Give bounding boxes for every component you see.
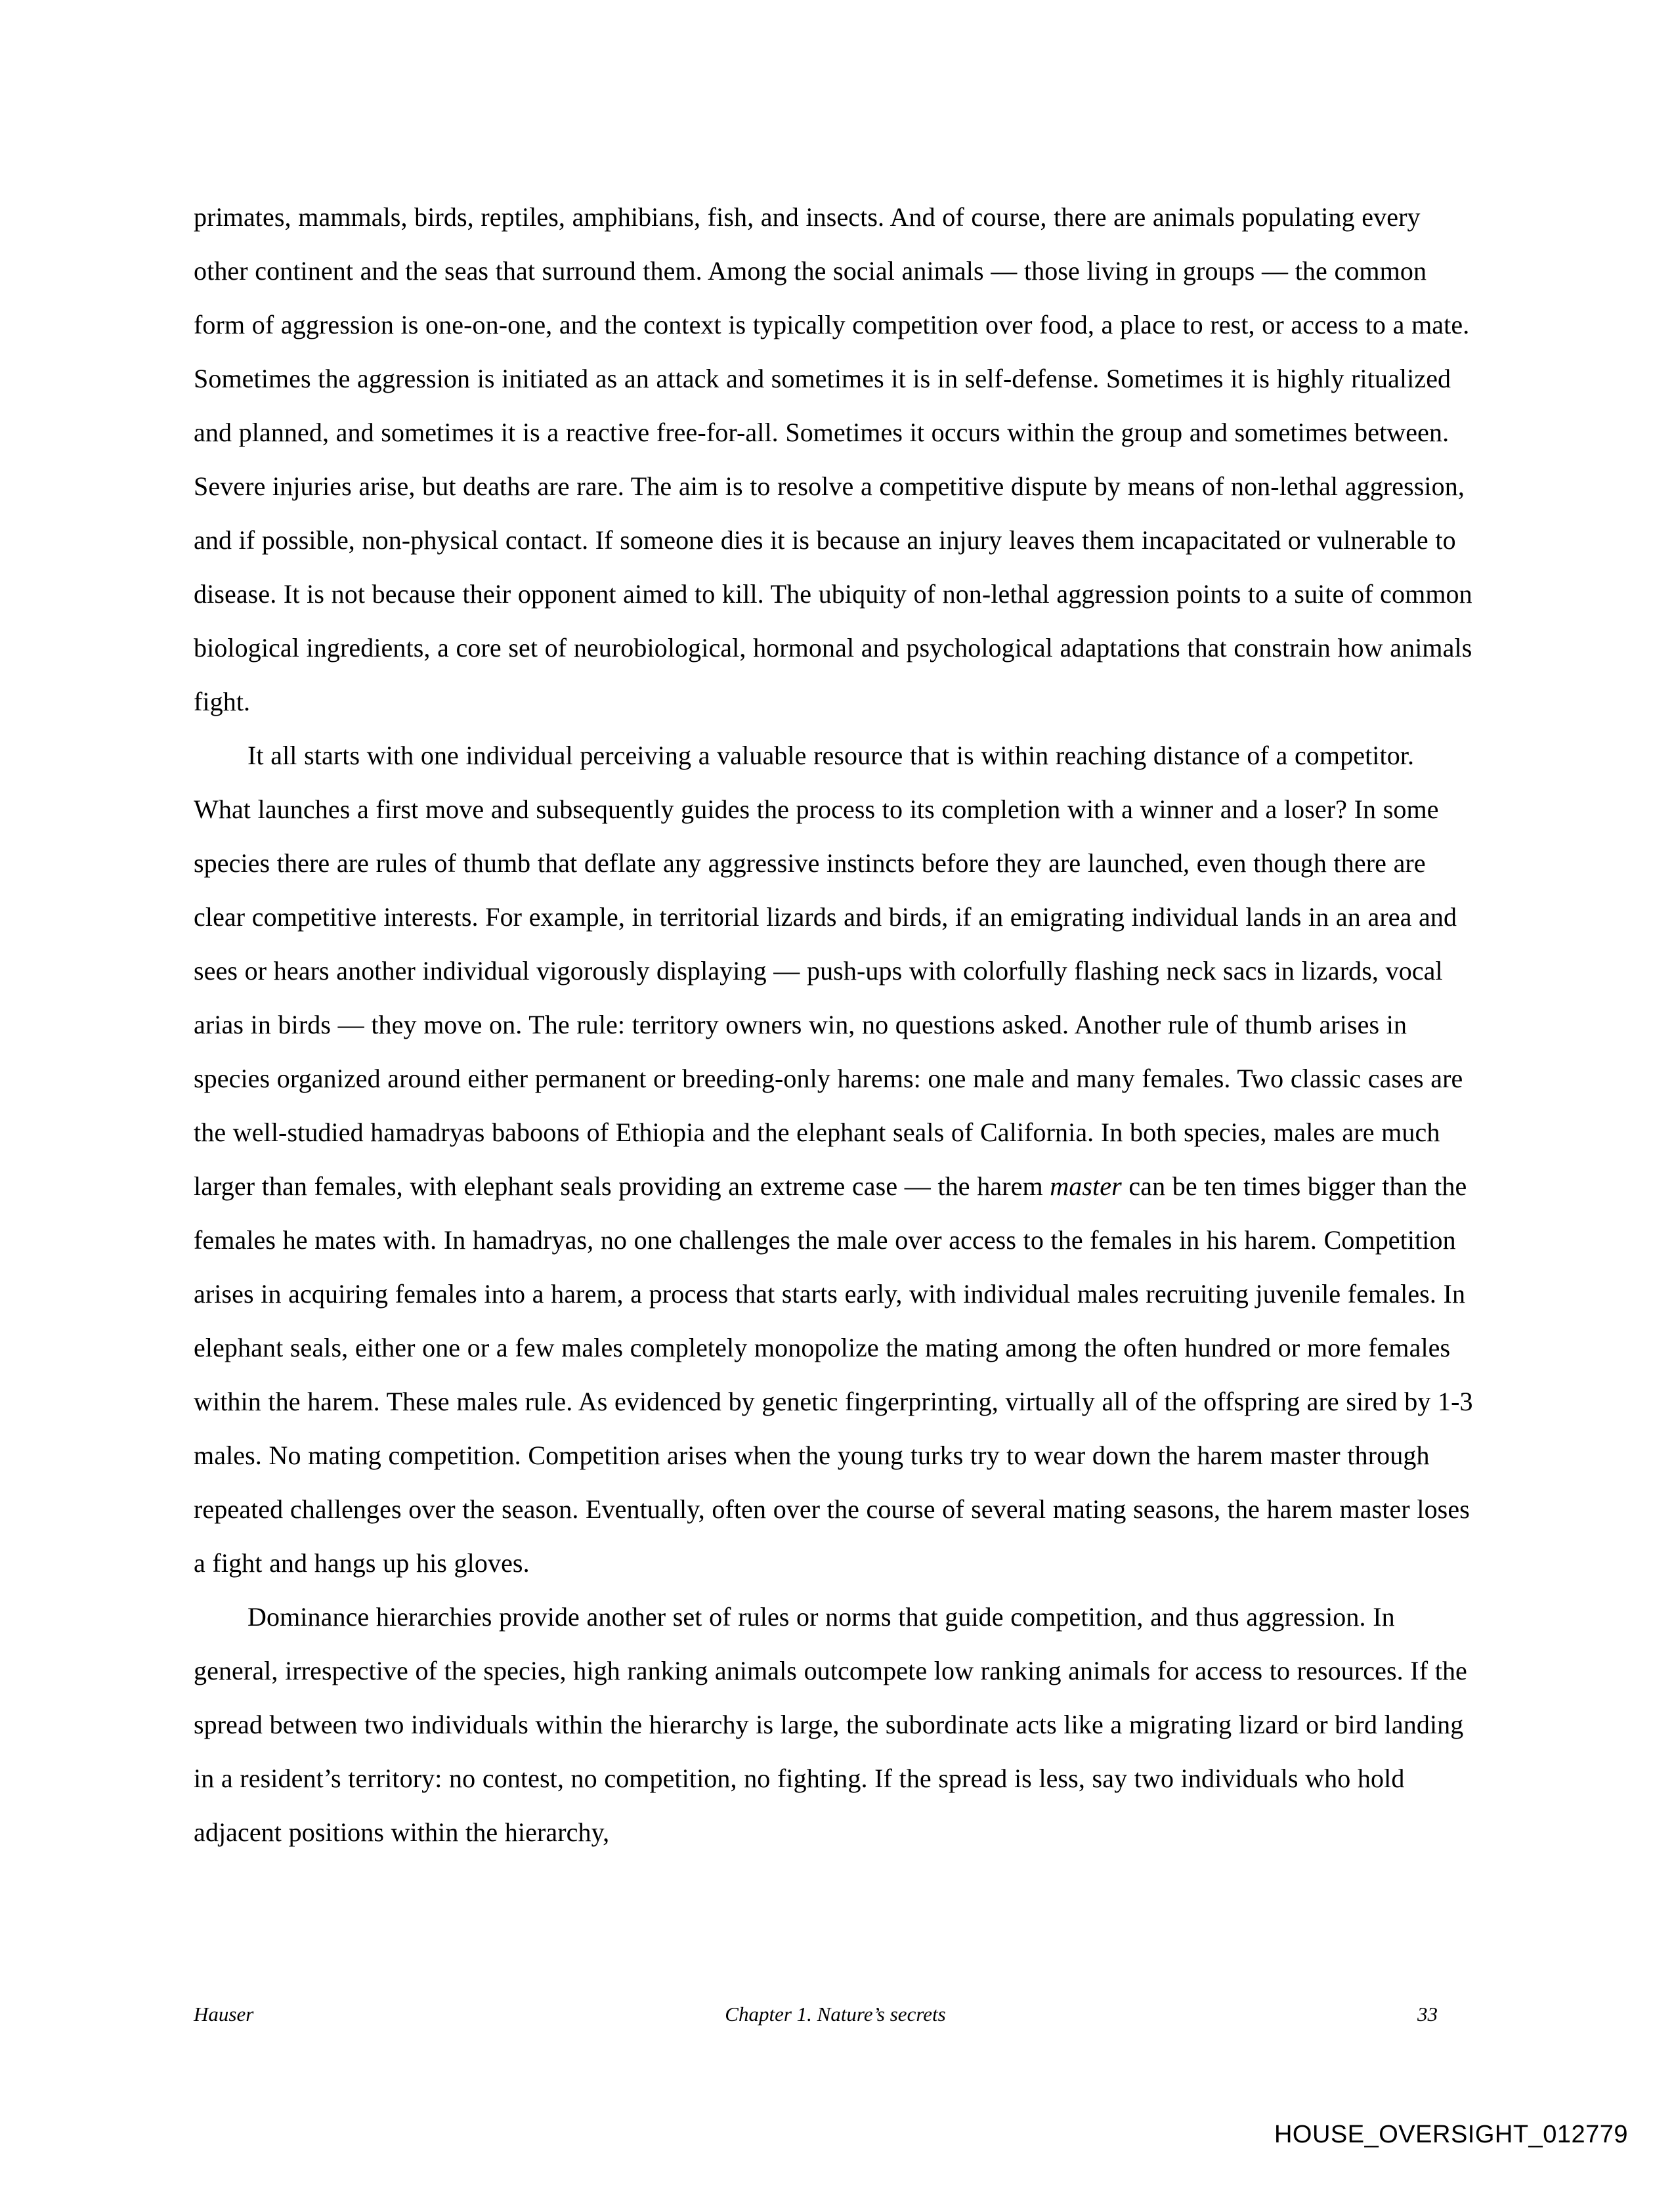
paragraph-2-italic-term: master xyxy=(1050,1171,1122,1201)
paragraph-2-part-1: It all starts with one individual perceiving a valuable resource that is within reaching distance of a competitor. What launches a first move and subsequently guides the process to its completion with a winner and a loser? In some species there are rules of thumb that deflate any aggressive instincts before they are launched, even though there are clear competitive interests. For example, in territorial lizards and birds, if an emigrating individual lands in an area and sees or hears another individual vigorously displaying — push-ups with colorfully flashing neck sacs in lizards, vocal arias in birds — they move on. The rule: territory owners win, no questions asked. Another rule of thumb arises in species organized around either permanent or breeding-only harems: one male and many females. Two classic cases are the well-studied hamadryas baboons of Ethiopia and the elephant seals of California. In both species, males are much larger than females, with elephant seals providing an extreme case — the harem xyxy=(194,741,1463,1201)
page-body xyxy=(194,190,1477,1859)
footer-author: Hauser xyxy=(194,2003,254,2026)
bates-stamp: HOUSE_OVERSIGHT_012779 xyxy=(1274,2121,1628,2148)
page-footer xyxy=(194,2003,1477,2026)
paragraph-3: Dominance hierarchies provide another set of rules or norms that guide competition, and thus aggression. In general, irrespective of the species, high ranking animals outcompete low ranking animals for access to resources. If the spread between two individuals within the hierarchy is large, the subordinate acts like a migrating lizard or bird landing in a resident’s territory: no contest, no competition, no fighting. If the spread is less, say two individuals who hold adjacent positions within the hierarchy, xyxy=(194,1602,1467,1847)
footer-page-number: 33 xyxy=(1417,2003,1438,2026)
footer-chapter: Chapter 1. Nature’s secrets xyxy=(725,2003,946,2026)
paragraph-1: primates, mammals, birds, reptiles, amphibians, fish, and insects. And of course, there are animals populating every other continent and the seas that surround them. Among the social animals — those living in groups — the common form of aggression is one-on-one, and the context is typically competition over food, a place to rest, or access to a mate. Sometimes the aggression is initiated as an attack and sometimes it is in self-defense. Sometimes it is highly ritualized and planned, and sometimes it is a reactive free-for-all. Sometimes it occurs within the group and sometimes between. Severe injuries arise, but deaths are rare. The aim is to resolve a competitive dispute by means of non-lethal aggression, and if possible, non-physical contact. If someone dies it is because an injury leaves them incapacitated or vulnerable to disease. It is not because their opponent aimed to kill. The ubiquity of non-lethal aggression points to a suite of common biological ingredients, a core set of neurobiological, hormonal and psychological adaptations that constrain how animals fight. xyxy=(194,202,1472,716)
paragraph-2 xyxy=(194,729,1477,1590)
paragraph-2-part-2: can be ten times bigger than the females he mates with. In hamadryas, no one challenges the male over access to the females in his harem. Competition arises in acquiring females into a harem, a process that starts early, with individual males recruiting juvenile females. In elephant seals, either one or a few males completely monopolize the mating among the often hundred or more females within the harem. These males rule. As evidenced by genetic fingerprinting, virtually all of the offspring are sired by 1-3 males. No mating competition. Competition arises when the young turks try to wear down the harem master through repeated challenges over the season. Eventually, often over the course of several mating seasons, the harem master loses a fight and hangs up his gloves. xyxy=(194,1171,1473,1578)
